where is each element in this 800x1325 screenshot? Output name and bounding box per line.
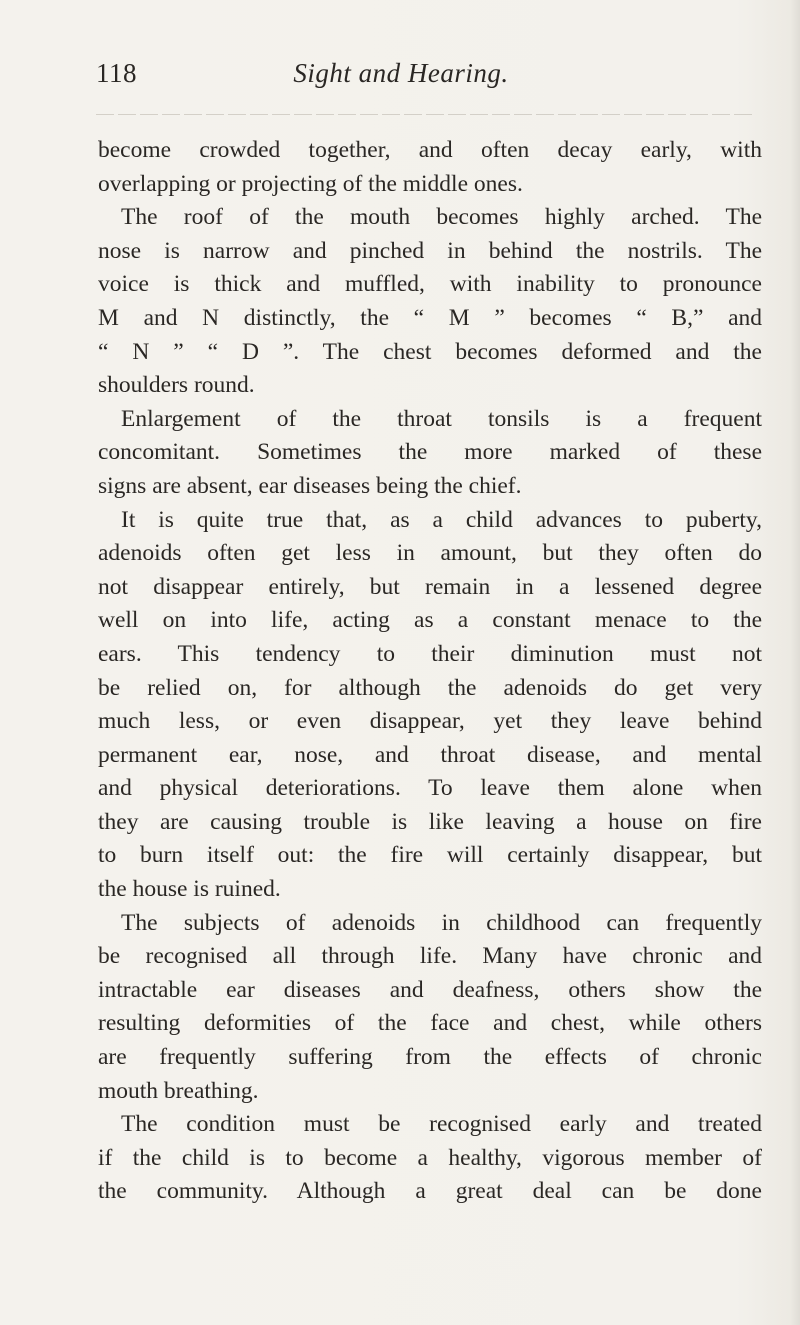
text-line: the house is ruined. <box>98 876 281 903</box>
body-text <box>98 134 762 1209</box>
text-line: be relied on, for although the adenoids do get very <box>98 674 762 701</box>
text-line: they are causing trouble is like leaving a house on fire <box>98 808 762 835</box>
text-line: well on into life, acting as a constant menace to the <box>98 607 762 634</box>
text-line: and physical deteriorations. To leave them alone when <box>98 775 762 802</box>
text-line: Enlargement of the throat tonsils is a frequent <box>121 405 762 432</box>
text-line: ears. This tendency to their diminution must not <box>98 640 762 667</box>
text-line: overlapping or projecting of the middle ones. <box>98 170 523 197</box>
text-line: nose is narrow and pinched in behind the nostrils. The <box>98 237 762 264</box>
running-title: Sight and Hearing. <box>293 58 509 88</box>
text-line: “ N ” “ D ”. The chest becomes deformed and the <box>98 338 762 365</box>
page-header <box>96 58 706 98</box>
text-line: not disappear entirely, but remain in a lessened degree <box>98 573 762 600</box>
text-line: It is quite true that, as a child advances to puberty, <box>121 506 762 533</box>
text-line: become crowded together, and often decay early, with <box>98 137 762 163</box>
text-line: concomitant. Sometimes the more marked of these <box>98 439 762 466</box>
text-line: the community. Although a great deal can be done <box>98 1178 762 1205</box>
text-line: permanent ear, nose, and throat disease, and mental <box>98 741 762 768</box>
text-line: be recognised all through life. Many have chronic and <box>98 943 762 970</box>
text-line: to burn itself out: the fire will certainly disappear, but <box>98 842 762 869</box>
text-line: shoulders round. <box>98 372 255 399</box>
text-line: if the child is to become a healthy, vigorous member of <box>98 1144 762 1171</box>
text-line: intractable ear diseases and deafness, others show the <box>98 976 762 1003</box>
text-line: resulting deformities of the face and chest, while others <box>98 1010 762 1037</box>
text-line: much less, or even disappear, yet they leave behind <box>98 708 762 735</box>
text-line: mouth breathing. <box>98 1077 259 1104</box>
header-rule <box>96 114 756 115</box>
text-line: signs are absent, ear diseases being the chief. <box>98 472 522 499</box>
page-number: 118 <box>96 58 137 88</box>
text-line: voice is thick and muffled, with inability to pronounce <box>98 271 762 298</box>
text-line: The subjects of adenoids in childhood can frequently <box>121 909 762 936</box>
page-edge-shadow <box>790 0 800 1325</box>
text-line: M and N distinctly, the “ M ” becomes “ B,” and <box>98 304 762 331</box>
text-line: The roof of the mouth becomes highly arched. The <box>121 204 762 231</box>
text-line: are frequently suffering from the effects of chronic <box>98 1044 762 1071</box>
text-line: The condition must be recognised early and treated <box>121 1111 762 1138</box>
text-line: adenoids often get less in amount, but they often do <box>98 540 762 567</box>
